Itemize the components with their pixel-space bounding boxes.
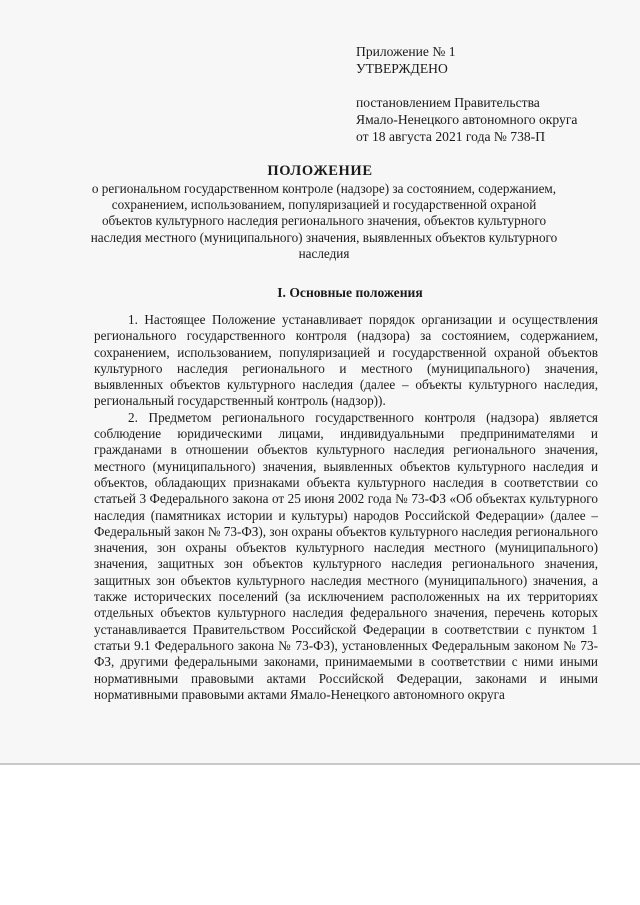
document-title: ПОЛОЖЕНИЕ — [267, 163, 373, 179]
approval-gap — [356, 77, 577, 94]
approved-label: УТВЕРЖДЕНО — [356, 61, 448, 76]
paragraph-2: 2. Предметом регионального государственного контроля (надзора) является соблюдение юридическими лицами, индивидуальными предпринимателями и гражданами в отношении объектов культурного наследия регионального значения, местного (муниципального) значения, выявленных объектов культурного наследия и объектов, обладающих признаками объекта культурного наследия в соответствии со статьей 3 Федерального закона от 25 июня 2002 года № 73-ФЗ «Об объектах культурного наследия (памятниках истории и культуры) народов Российской Федерации» (далее – Федеральный закон № 73-ФЗ), зон охраны объектов культурного наследия регионального значения, зон охраны объектов культурного наследия местного (муниципального) значения, защитных зон объектов культурного наследия регионального значения, защитных зон объектов культурного наследия местного (муниципального) значения, а также исторических поселений (за исключением расположенных на их территориях отдельных объектов культурного наследия федерального значения, перечень которых устанавливается Правительством Российской Федерации в соответствии с пунктом 1 статьи 9.1 Федерального закона № 73-ФЗ), установленных Федеральным законом № 73-ФЗ, другими федеральными законами, принимаемыми в соответствии с ними иными нормативными правовыми актами Российской Федерации, законами и иными нормативными правовыми актами Ямало-Ненецкого автономного округа — [94, 409, 598, 702]
approval-date: от 18 августа 2021 года № 738-П — [356, 129, 546, 144]
paragraph-1: 1. Настоящее Положение устанавливает порядок организации и осуществления регионального государственного контроля (надзора) за состоянием, содержанием, сохранением, использованием, популяризацией и государственной охраной объектов культурного наследия регионального и местного (муниципального) значения, выявленных объектов культурного наследия (далее – объекты культурного наследия, региональный государственный контроль (надзор)). — [94, 312, 598, 409]
document-subtitle: о региональном государственном контроле (надзоре) за состоянием, содержанием, сохранением, использованием, популяризацией и государственной охраной объектов культурного наследия регионального значения, объектов культурного наследия местного (муниципального) значения, выявленных объектов культурного наследия — [90, 181, 558, 261]
approval-authority: постановлением Правительства — [356, 95, 540, 110]
appendix-number: Приложение № 1 — [356, 44, 456, 59]
scan-bottom-edge — [0, 763, 640, 765]
approval-block — [356, 43, 577, 145]
document-body — [94, 312, 598, 703]
approval-region: Ямало-Ненецкого автономного округа — [356, 112, 578, 127]
section-heading: I. Основные положения — [277, 285, 423, 300]
